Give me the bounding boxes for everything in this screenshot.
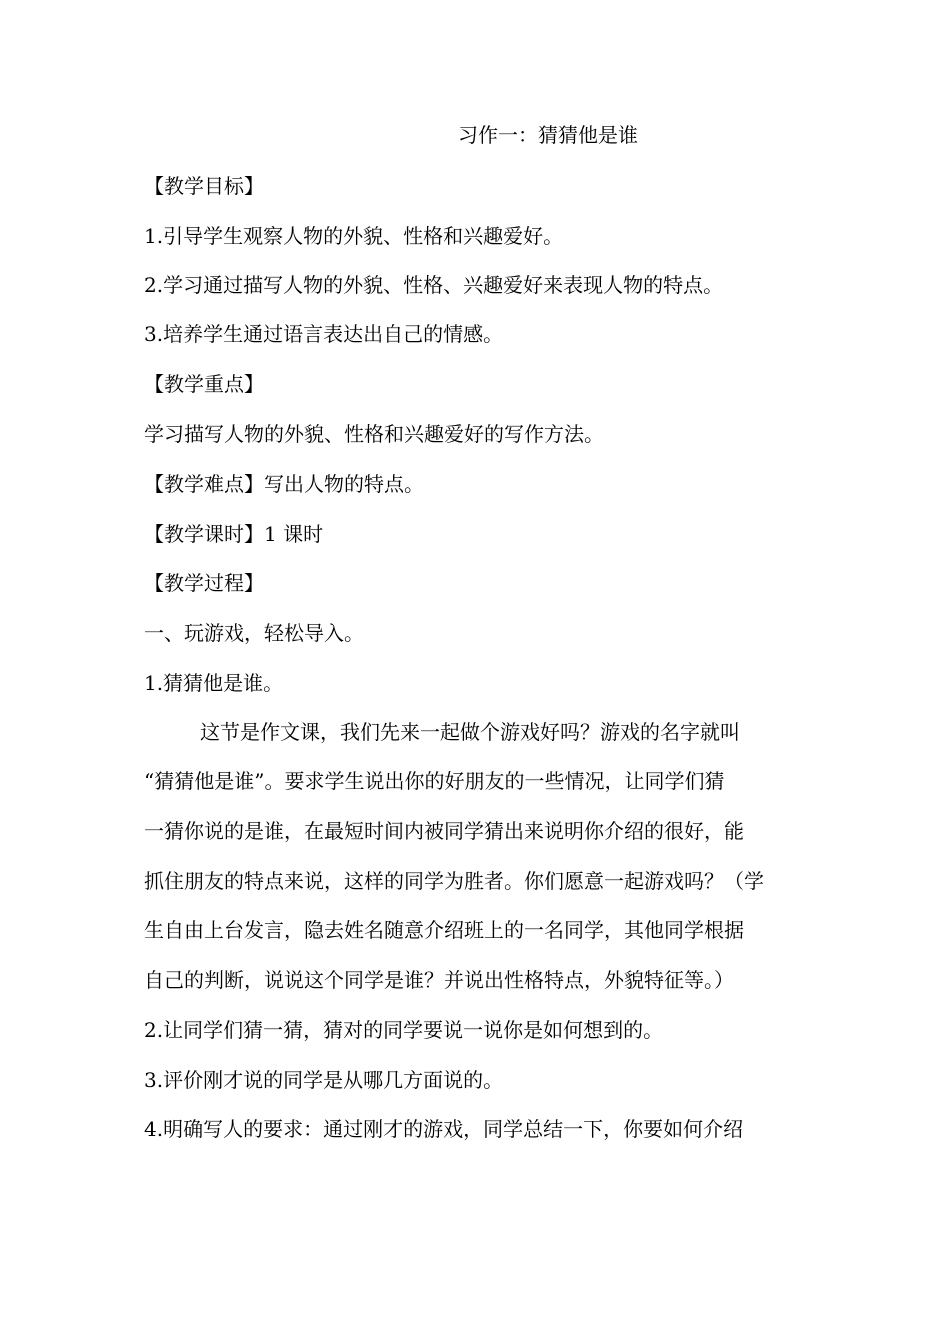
- step-3: 3.评价刚才说的同学是从哪几方面说的。: [144, 1068, 504, 1092]
- key-heading: 【教学重点】: [144, 372, 264, 396]
- hours-line: 【教学课时】1 课时: [144, 522, 324, 546]
- step-2: 2.让同学们猜一猜，猜对的同学要说一说你是如何想到的。: [144, 1018, 664, 1042]
- document-title: 习作一：猜猜他是谁: [458, 123, 638, 147]
- paragraph-line-5: 生自由上台发言，隐去姓名随意介绍班上的一名同学，其他同学根据: [144, 918, 744, 942]
- paragraph-line-3: 一猜你说的是谁，在最短时间内被同学猜出来说明你介绍的很好，能: [144, 819, 744, 843]
- process-heading: 【教学过程】: [144, 571, 264, 595]
- goal-heading: 【教学目标】: [144, 174, 264, 198]
- key-text: 学习描写人物的外貌、性格和兴趣爱好的写作方法。: [144, 422, 604, 446]
- section-heading-1: 一、玩游戏，轻松导入。: [144, 621, 364, 645]
- goal-item-1: 1.引导学生观察人物的外貌、性格和兴趣爱好。: [144, 224, 564, 248]
- paragraph-line-1: 这节是作文课，我们先来一起做个游戏好吗？游戏的名字就叫: [200, 720, 740, 744]
- paragraph-line-2: “猜猜他是谁”。要求学生说出你的好朋友的一些情况，让同学们猜: [144, 769, 725, 793]
- paragraph-line-4: 抓住朋友的特点来说，这样的同学为胜者。你们愿意一起游戏吗？（学: [144, 869, 764, 893]
- step-4: 4.明确写人的要求：通过刚才的游戏，同学总结一下，你要如何介绍: [144, 1117, 744, 1141]
- step-1: 1.猜猜他是谁。: [144, 671, 284, 695]
- paragraph-line-6: 自己的判断，说说这个同学是谁？并说出性格特点，外貌特征等。）: [144, 968, 734, 992]
- difficulty-line: 【教学难点】写出人物的特点。: [144, 472, 424, 496]
- goal-item-2: 2.学习通过描写人物的外貌、性格、兴趣爱好来表现人物的特点。: [144, 273, 724, 297]
- goal-item-3: 3.培养学生通过语言表达出自己的情感。: [144, 322, 504, 346]
